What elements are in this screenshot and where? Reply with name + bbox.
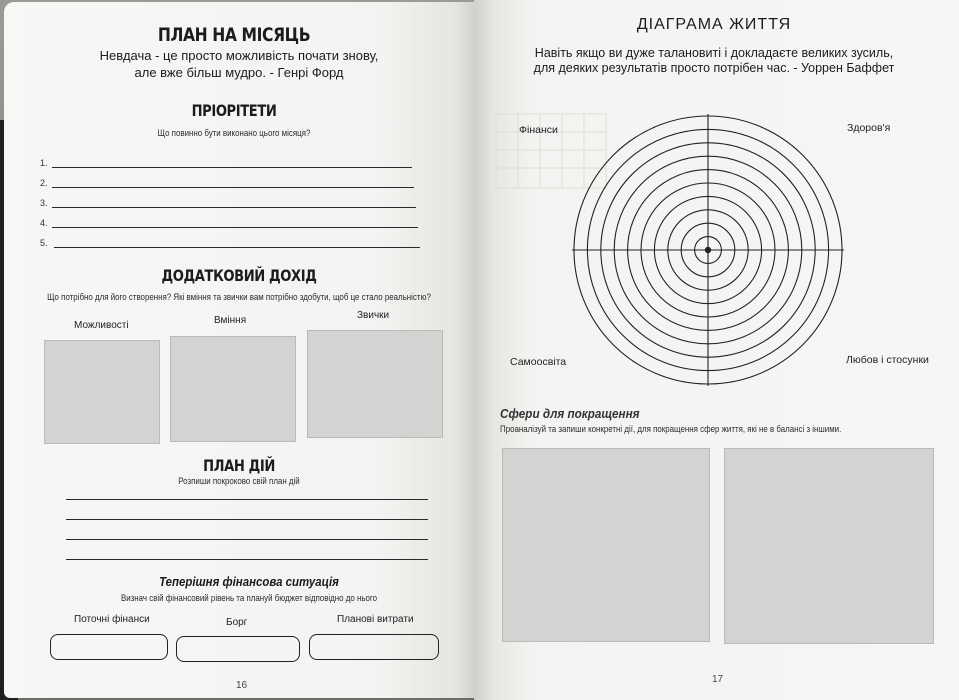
skills-box[interactable] — [170, 336, 296, 442]
priority-line-5 — [54, 247, 420, 248]
extra-income-subtitle: Що потрібно для його створення? Які вміння та звички вам потрібно здобути, щоб це стало реальністю? — [47, 292, 431, 302]
left-page — [4, 2, 476, 698]
life-wheel-diagram[interactable] — [570, 112, 846, 388]
wheel-label-health: Здоров'я — [847, 122, 891, 134]
quote-line-1: Невдача - це просто можливість почати знову, — [99, 48, 379, 63]
priority-number-5: 5. — [40, 238, 48, 248]
action-plan-subtitle: Розпиши покроково свій план дій — [178, 476, 300, 486]
finance-title: Теперішня фінансова ситуація — [159, 574, 339, 589]
wheel-label-self-education: Самоосвіта — [510, 356, 567, 368]
action-line-4 — [66, 559, 428, 560]
action-line-1 — [66, 499, 428, 500]
wheel-label-finances: Фінанси — [519, 124, 558, 136]
planned-expenses-field[interactable] — [309, 634, 439, 660]
label-current-finances: Поточні фінанси — [74, 614, 150, 625]
priority-line-3 — [52, 207, 416, 208]
improve-box-left[interactable] — [502, 448, 710, 642]
page-number: 17 — [712, 674, 724, 685]
action-plan-title: ПЛАН ДІЙ — [203, 456, 275, 475]
priorities-subtitle: Що повинно бути виконано цього місяця? — [157, 128, 311, 138]
current-finances-field[interactable] — [50, 634, 168, 660]
quote-line-1: Навіть якщо ви дуже талановиті і докладаєте великих зусиль, — [534, 46, 894, 60]
wheel-center-dot — [705, 247, 711, 253]
action-line-2 — [66, 519, 428, 520]
quote-line-2: для деяких результатів просто потрібен час. - Уоррен Баффет — [533, 61, 895, 75]
improve-box-right[interactable] — [724, 448, 934, 644]
page-title: ПЛАН НА МІСЯЦЬ — [157, 24, 311, 46]
action-line-3 — [66, 539, 428, 540]
page-number: 16 — [236, 680, 248, 691]
improve-title: Сфери для покращення — [500, 406, 640, 421]
label-habits: Звички — [357, 310, 390, 321]
priority-number-4: 4. — [40, 218, 48, 228]
extra-income-title: ДОДАТКОВИЙ ДОХІД — [161, 266, 317, 285]
priority-number-2: 2. — [40, 178, 48, 188]
quote-line-2: але вже більш мудро. - Генрі Форд — [134, 65, 344, 80]
priorities-title: ПРІОРІТЕТИ — [191, 101, 277, 120]
label-skills: Вміння — [214, 315, 247, 326]
right-page — [474, 0, 959, 700]
opportunities-box[interactable] — [44, 340, 160, 444]
finance-subtitle: Визнач свій фінансовий рівень та плануй бюджет відповідно до нього — [120, 593, 378, 603]
page-title: ДІАГРАМА ЖИТТЯ — [636, 16, 792, 33]
priority-line-1 — [52, 167, 412, 168]
label-planned-expenses: Планові витрати — [337, 614, 414, 625]
debt-field[interactable] — [176, 636, 300, 662]
improve-subtitle: Проаналізуй та запиши конкретні дії, для покращення сфер життя, які не в балансі з іншими. — [500, 424, 842, 434]
priority-number-3: 3. — [40, 198, 48, 208]
wheel-label-love-relationships: Любов і стосунки — [846, 354, 929, 366]
habits-box[interactable] — [307, 330, 443, 438]
priority-number-1: 1. — [40, 158, 48, 168]
priority-line-2 — [52, 187, 414, 188]
label-debt: Борг — [226, 617, 248, 628]
label-opportunities: Можливості — [74, 320, 129, 331]
priority-line-4 — [52, 227, 418, 228]
